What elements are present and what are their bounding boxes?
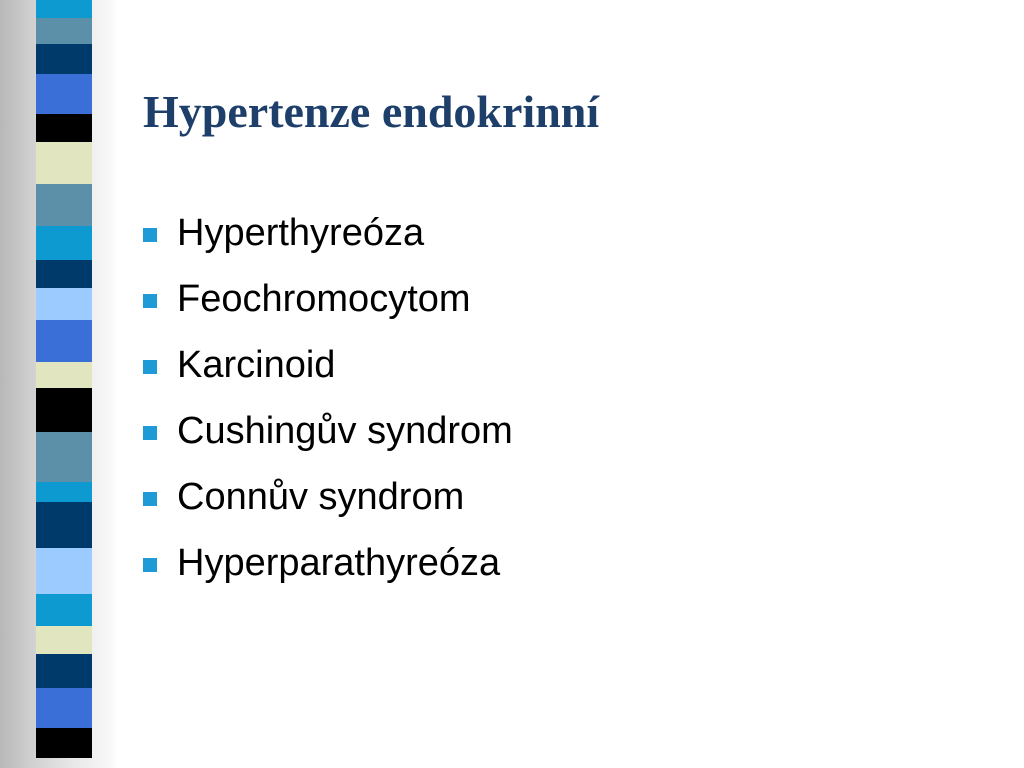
bullet-item [143, 398, 513, 464]
bullet-list [143, 200, 513, 596]
bullet-item [143, 266, 513, 332]
bullet-text: Connův syndrom [177, 475, 465, 518]
stripe-segment [36, 594, 92, 626]
stripe-segment [36, 626, 92, 654]
bullet-text: Hyperparathyreóza [177, 541, 501, 584]
bullet-text: Karcinoid [177, 343, 336, 386]
stripe-segment [36, 226, 92, 260]
bullet-item [143, 200, 513, 266]
bullet-item [143, 530, 513, 596]
square-bullet-icon [143, 492, 157, 506]
stripe-segment [36, 688, 92, 728]
bullet-text: Cushingův syndrom [177, 409, 513, 452]
stripe-segment [36, 74, 92, 114]
bullet-text: Feochromocytom [177, 277, 471, 320]
square-bullet-icon [143, 558, 157, 572]
square-bullet-icon [143, 426, 157, 440]
stripe-segment [36, 142, 92, 184]
stripe-column [36, 0, 92, 768]
bullet-item [143, 464, 513, 530]
stripe-segment [36, 288, 92, 320]
stripe-segment [36, 388, 92, 432]
bullet-text: Hyperthyreóza [177, 211, 425, 254]
stripe-segment [36, 114, 92, 142]
stripe-segment [36, 432, 92, 482]
stripe-segment [36, 728, 92, 758]
stripe-segment [36, 654, 92, 688]
stripe-segment [36, 548, 92, 594]
stripe-segment [36, 260, 92, 288]
slide-title: Hypertenze endokrinní [143, 86, 600, 137]
stripe-segment [36, 184, 92, 226]
square-bullet-icon [143, 360, 157, 374]
stripe-segment [36, 362, 92, 388]
stripe-segment [36, 320, 92, 362]
stripe-segment [36, 0, 92, 18]
stripe-segment [36, 44, 92, 74]
square-bullet-icon [143, 294, 157, 308]
decorative-stripe-border [0, 0, 120, 768]
bullet-item [143, 332, 513, 398]
stripe-segment [36, 482, 92, 502]
square-bullet-icon [143, 228, 157, 242]
stripe-segment [36, 18, 92, 44]
stripe-segment [36, 502, 92, 548]
